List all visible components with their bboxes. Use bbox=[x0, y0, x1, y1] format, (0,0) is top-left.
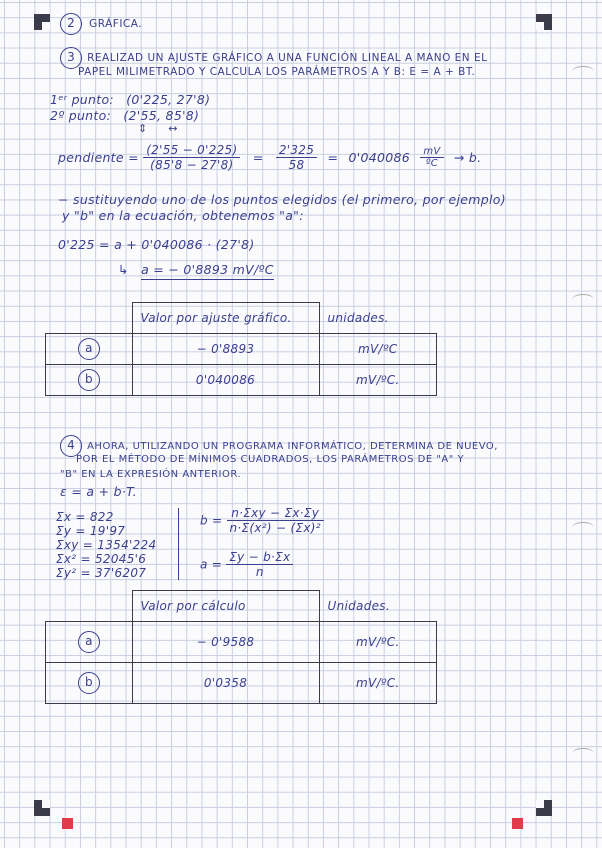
section-number: 2 bbox=[60, 13, 82, 35]
table-graphical-fit bbox=[45, 302, 437, 396]
point1 bbox=[50, 92, 210, 107]
b-denominator: n·Σ(x²) − (Σx)² bbox=[229, 521, 321, 535]
s4-line1: AHORA, UTILIZANDO UN PROGRAMA INFORMÁTICO, DETERMINA DE NUEVO, bbox=[87, 441, 498, 452]
red-square-left bbox=[62, 818, 73, 829]
table-cell-value: − 0'9588 bbox=[132, 622, 319, 663]
table-row-header bbox=[46, 591, 437, 622]
table-cell-label bbox=[46, 622, 133, 663]
corner-mark-top-right bbox=[536, 14, 552, 30]
arrow-marks: ⇕ ↔ bbox=[138, 122, 178, 135]
slope-unit bbox=[420, 146, 443, 169]
section-header bbox=[60, 12, 142, 35]
row-label: b bbox=[78, 369, 100, 391]
b-label: b = bbox=[200, 513, 223, 528]
equation-line: 0'225 = a + 0'040086 · (27'8) bbox=[58, 237, 255, 252]
s3-line1: REALIZAD UN AJUSTE GRÁFICO A UNA FUNCIÓN LINEAL A MANO EN EL bbox=[87, 52, 488, 64]
equals-sign-2: = bbox=[327, 150, 339, 165]
binder-ring bbox=[572, 748, 594, 759]
sum-x: Σx = 822 bbox=[56, 510, 114, 524]
binder-ring bbox=[572, 66, 594, 77]
s4-line2: POR EL MÉTODO DE MÍNIMOS CUADRADOS, LOS PARÁMETROS DE "A" Y bbox=[76, 454, 465, 465]
slope-label: pendiente = bbox=[58, 150, 139, 165]
sum-xy: Σxy = 1354'224 bbox=[56, 538, 157, 552]
slope-numerator: (2'55 − 0'225) bbox=[143, 143, 240, 158]
result-value: a = − 0'8893 mV/ºC bbox=[141, 262, 274, 280]
binder-ring bbox=[572, 522, 594, 533]
corner-mark-bottom-left bbox=[34, 800, 50, 816]
table-cell-units: mV/ºC. bbox=[319, 622, 437, 663]
table-cell-units: mV/ºC. bbox=[319, 663, 437, 704]
substitution-line2: y "b" en la ecuación, obtenemos "a": bbox=[62, 208, 304, 223]
s3-line2: PAPEL MILIMETRADO Y CALCULA LOS PARÁMETROS A Y B: Ε = A + BT. bbox=[78, 66, 476, 78]
slope-denominator: (85'8 − 27'8) bbox=[150, 158, 234, 172]
slope-numerator-2: 2'325 bbox=[276, 143, 317, 158]
s4-number: 4 bbox=[60, 435, 82, 457]
result-arrow: ↳ bbox=[118, 262, 129, 277]
row-label: a bbox=[78, 631, 100, 653]
table-cell-value: 0'0358 bbox=[132, 663, 319, 704]
point2-label: 2º punto: bbox=[50, 108, 112, 123]
table-header-units: unidades. bbox=[319, 303, 437, 334]
table-row bbox=[46, 622, 437, 663]
table-header-units: Unidades. bbox=[319, 591, 437, 622]
slope-denominator-2: 58 bbox=[288, 158, 305, 172]
table-row-header bbox=[46, 303, 437, 334]
s4-formula: ε = a + b·T. bbox=[60, 484, 137, 499]
divider-line bbox=[178, 508, 179, 580]
table-cell-label bbox=[46, 365, 133, 396]
sum-y: Σy = 19'97 bbox=[56, 524, 126, 538]
table-row bbox=[46, 365, 437, 396]
table-cell-units: mV/ºC. bbox=[319, 365, 437, 396]
section-title: GRÁFICA. bbox=[89, 18, 143, 30]
a-denominator: n bbox=[255, 565, 264, 579]
table-cell-label bbox=[46, 334, 133, 365]
result-line bbox=[118, 262, 274, 277]
row-label: b bbox=[78, 672, 100, 694]
point2 bbox=[50, 108, 199, 123]
sum-x2: Σx² = 52045'6 bbox=[56, 552, 147, 566]
slope-line bbox=[58, 143, 481, 172]
slope-fraction bbox=[143, 143, 240, 172]
equals-sign: = bbox=[252, 150, 264, 165]
corner-mark-bottom-right bbox=[536, 800, 552, 816]
s4-line3: "B" EN LA EXPRESIÓN ANTERIOR. bbox=[60, 469, 242, 480]
table-row bbox=[46, 663, 437, 704]
s3-number: 3 bbox=[60, 47, 82, 69]
row-label: a bbox=[78, 338, 100, 360]
table-calculated bbox=[45, 590, 437, 704]
table-cell-value: 0'040086 bbox=[132, 365, 319, 396]
table-header-value: Valor por ajuste gráfico. bbox=[132, 303, 319, 334]
slope-arrow: → b. bbox=[453, 150, 482, 165]
table-cell-empty bbox=[46, 303, 133, 334]
point1-value: (0'225, 27'8) bbox=[126, 92, 211, 107]
table-cell-empty bbox=[46, 591, 133, 622]
sum-y2: Σy² = 37'6207 bbox=[56, 566, 147, 580]
a-fraction bbox=[226, 550, 293, 579]
binder-ring bbox=[572, 294, 594, 305]
point2-value: (2'55, 85'8) bbox=[123, 108, 200, 123]
slope-value: 0'040086 bbox=[348, 150, 411, 165]
b-formula bbox=[200, 506, 324, 535]
corner-mark-top-left bbox=[34, 14, 50, 30]
substitution-line1: − sustituyendo uno de los puntos elegidos (el primero, por ejemplo) bbox=[58, 192, 506, 207]
b-fraction bbox=[227, 506, 324, 535]
table-row bbox=[46, 334, 437, 365]
a-label: a = bbox=[200, 557, 223, 572]
slope-fraction-2 bbox=[276, 143, 317, 172]
b-numerator: n·Σxy − Σx·Σy bbox=[227, 506, 324, 521]
point1-label: 1ᵉʳ punto: bbox=[50, 92, 114, 107]
table-cell-units: mV/ºC bbox=[319, 334, 437, 365]
table-cell-value: − 0'8893 bbox=[132, 334, 319, 365]
slope-unit-den: ºC bbox=[425, 158, 439, 169]
slope-unit-num: mV bbox=[420, 146, 443, 158]
sums-list bbox=[56, 510, 156, 580]
table-cell-label bbox=[46, 663, 133, 704]
a-formula bbox=[200, 550, 293, 579]
red-square-right bbox=[512, 818, 523, 829]
table-header-value: Valor por cálculo bbox=[132, 591, 319, 622]
a-numerator: Σy − b·Σx bbox=[226, 550, 293, 565]
